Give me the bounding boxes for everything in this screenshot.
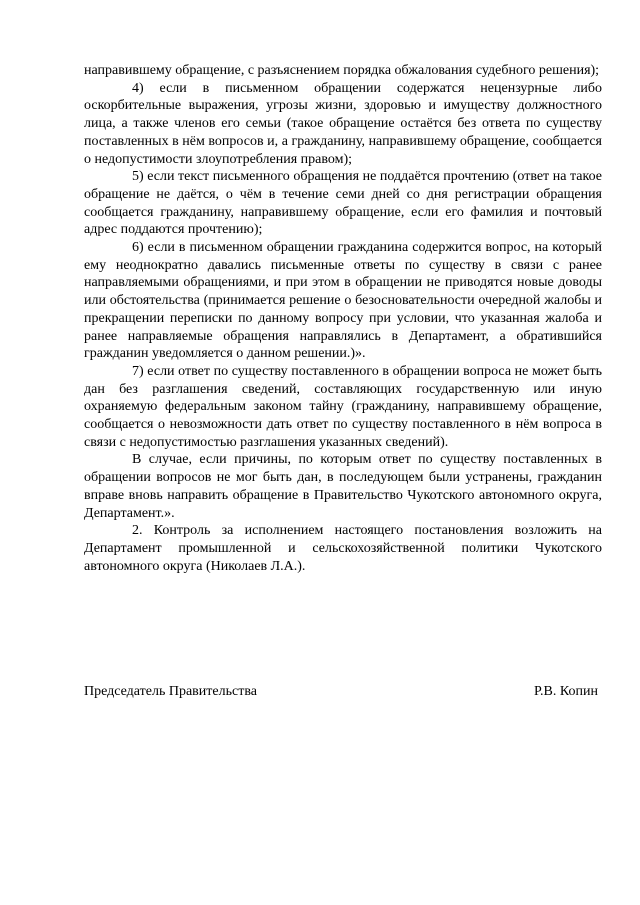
paragraph-continuation: направившему обращение, с разъяснением порядка обжалования судебного решения); [84,63,600,78]
paragraph-case: В случае, если причины, по которым ответ по существу поставленных в обращении вопросов не мог быть дан, в последующем были устранены, гражданин вправе вновь направить обращение в Правительство Чукотского автономного округа, Департамент.». [84,452,602,521]
signatory-title: Председатель Правительства [84,684,257,699]
paragraph-point-2: 2. Контроль за исполнением настоящего постановления возложить на Департамент промышленной и сельскохозяйственной политики Чукотского автономного округа (Николаев Л.А.). [84,523,602,574]
paragraph-item-4: 4) если в письменном обращении содержатся нецензурные либо оскорбительные выражения, угрозы жизни, здоровью и имуществу должностного лица, а также членов его семьи (такое обращение остаётся без ответа по существу поставленных в нём вопросов и, а гражданину, направившему обращение, сообщается о недопустимости злоупотребления правом); [84,80,602,167]
paragraph-item-5: 5) если текст письменного обращения не поддаётся прочтению (ответ на такое обращение не даётся, о чём в течение семи дней со дня регистрации обращения сообщается гражданину, направившему обращение, если его фамилия и почтовый адрес поддаются прочтению); [84,169,602,238]
paragraph-item-7: 7) если ответ по существу поставленного в обращении вопроса не может быть дан без разглашения сведений, составляющих государственную или иную охраняемую федеральным законом тайну (гражданину, направившему обращение, сообщается о невозможности дать ответ по существу поставленного в нём вопроса в связи с недопустимостью разглашения указанных сведений). [84,363,602,450]
paragraph-item-6: 6) если в письменном обращении гражданина содержится вопрос, на который ему неоднократно давались письменные ответы по существу в связи с ранее направляемыми обращениями, и при этом в обращении не приводятся новые доводы или обстоятельства (принимается решение о безосновательности очередной жалобы и прекращении переписки по данному вопросу при условии, что указанная жалоба и ранее направляемые обращения направлялись в Департамент, а обратившийся гражданин уведомляется о данном решении.)». [84,240,602,362]
document-body [84,62,602,575]
signatory-name: Р.В. Копин [534,684,598,699]
